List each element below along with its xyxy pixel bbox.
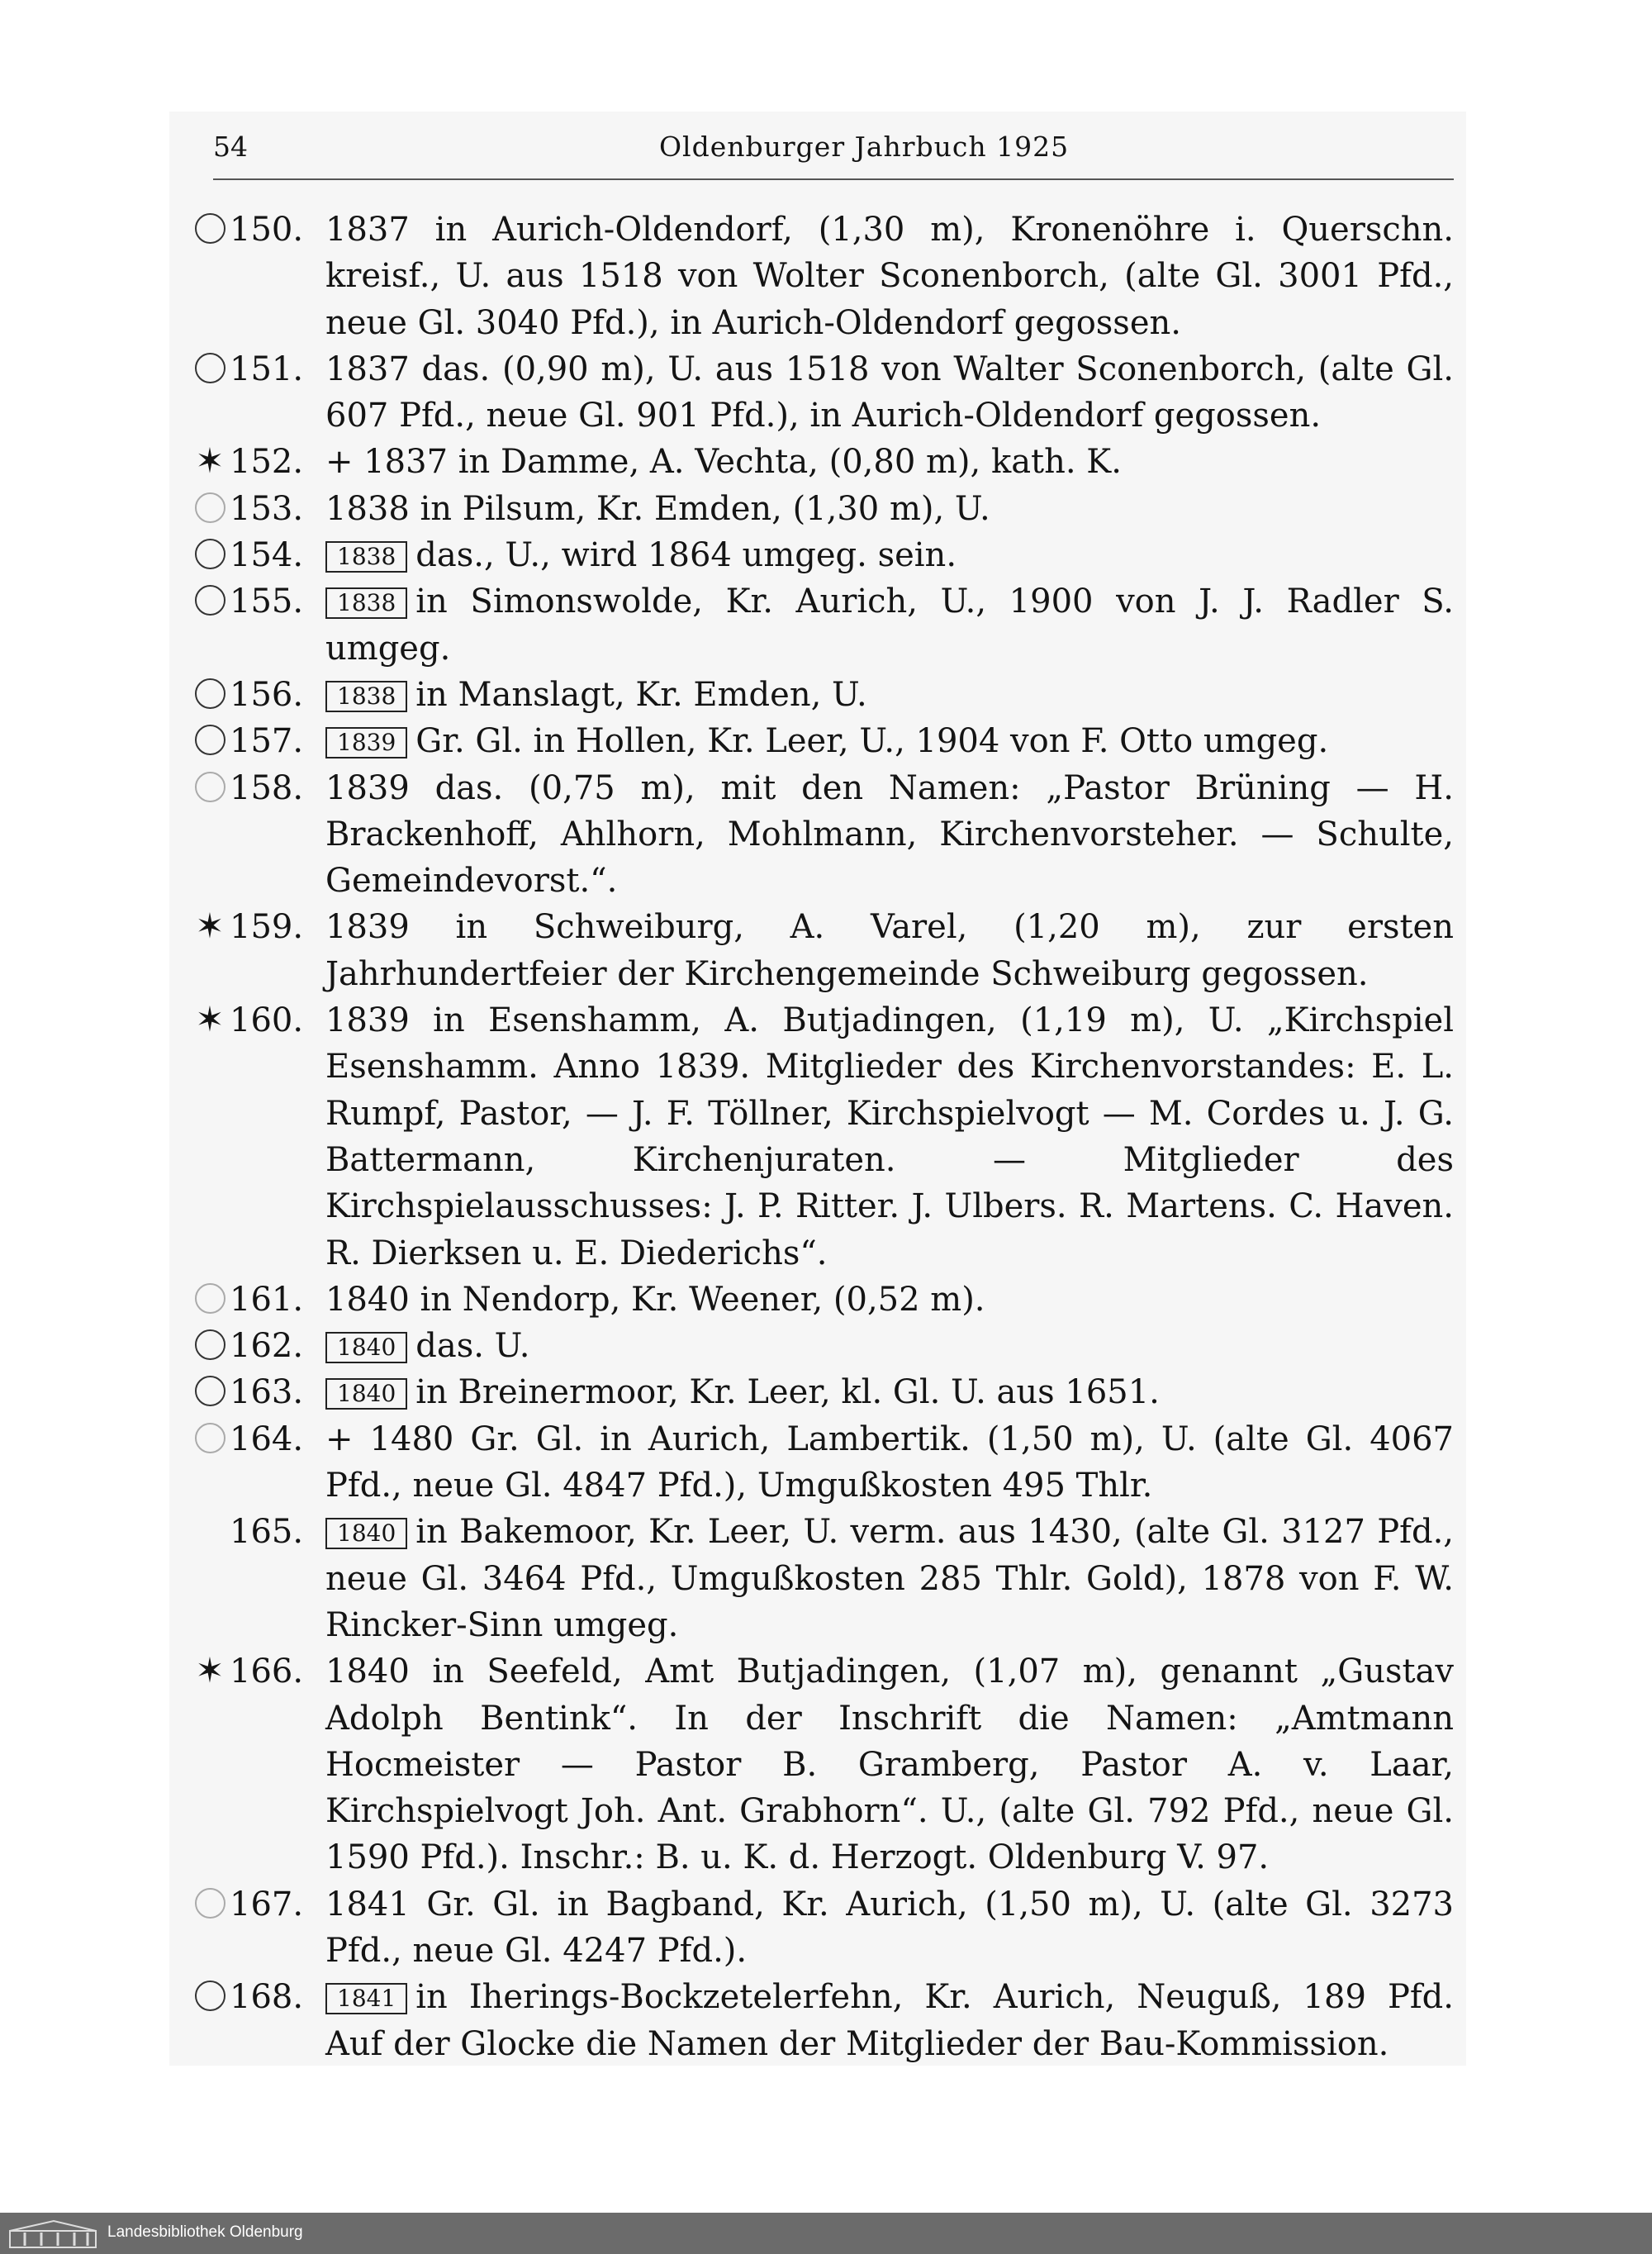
star-icon bbox=[190, 1002, 230, 1037]
circle-icon bbox=[190, 1376, 230, 1408]
entry-152 bbox=[190, 439, 1454, 485]
circle-icon bbox=[190, 772, 230, 804]
year-box: 1838 bbox=[325, 587, 407, 619]
entry-number: 158. bbox=[230, 768, 304, 807]
entry-text: 1839 in Schweiburg, A. Varel, (1,20 m), zur ersten Jahrhundertfeier der Kirchengemeinde Schweiburg gegossen. bbox=[325, 908, 1454, 993]
entry-number: 150. bbox=[230, 211, 304, 249]
entry-159 bbox=[190, 904, 1454, 997]
entry-text: 1838 in Pilsum, Kr. Emden, (1,30 m), U. bbox=[325, 489, 990, 528]
entry-number: 163. bbox=[230, 1373, 304, 1412]
entry-number: 152. bbox=[230, 443, 304, 482]
year-box: 1838 bbox=[325, 541, 407, 573]
entry-number: 157. bbox=[230, 722, 304, 761]
entry-number: 166. bbox=[230, 1652, 304, 1691]
entry-text: + 1837 in Damme, A. Vechta, (0,80 m), kath. K. bbox=[325, 443, 1122, 482]
circle-icon bbox=[190, 1981, 230, 2013]
entry-text: + 1480 Gr. Gl. in Aurich, Lambertik. (1,50 m), U. (alte Gl. 4067 Pfd., neue Gl. 4847 Pfd.), Umgußkosten 495 Thlr. bbox=[325, 1419, 1454, 1505]
entry-text: 1841 Gr. Gl. in Bagband, Kr. Aurich, (1,50 m), U. (alte Gl. 3273 Pfd., neue Gl. 4247 Pfd.). bbox=[325, 1885, 1454, 1970]
entry-text: 1839 in Esenshamm, A. Butjadingen, (1,19 m), U. „Kirchspiel Esenshamm. Anno 1839. Mitglieder des Kirchenvorstandes: E. L. Rumpf, Pastor, — J. F. Töllner, Kirchspielvogt — M. Cordes u. J. G. Battermann, Kirchenjuraten. — Mitglieder des Kirchspielausschusses: J. P. Ritter. J. Ulbers. R. Martens. C. Haven. R. Dierksen u. E. Diederichs“. bbox=[325, 1001, 1454, 1272]
entry-number: 160. bbox=[230, 1001, 304, 1040]
circle-icon bbox=[190, 353, 230, 385]
entry-text: in Simonswolde, Kr. Aurich, U., 1900 von J. J. Radler S. umgeg. bbox=[325, 583, 1454, 668]
entry-number: 159. bbox=[230, 908, 304, 947]
circle-icon bbox=[190, 1423, 230, 1455]
circle-icon bbox=[190, 1283, 230, 1315]
entry-number: 155. bbox=[230, 583, 304, 621]
entry-number: 164. bbox=[230, 1419, 304, 1458]
circle-icon bbox=[190, 492, 230, 525]
year-box: 1840 bbox=[325, 1332, 407, 1363]
entry-text: 1840 in Seefeld, Amt Butjadingen, (1,07 m), genannt „Gustav Adolph Bentink“. In der Inschrift die Namen: „Amtmann Hocmeister — Pastor B. Gramberg, Pastor A. v. Laar, Kirchspielvogt Joh. Ant. Grabhorn“. U., (alte Gl. 792 Pfd., neue Gl. 1590 Pfd.). Inschr.: B. u. K. d. Herzogt. Oldenburg V. 97. bbox=[325, 1652, 1454, 1877]
entry-156 bbox=[190, 672, 1454, 718]
page-number: 54 bbox=[213, 131, 248, 163]
library-building-icon bbox=[8, 2219, 99, 2249]
entry-157 bbox=[190, 718, 1454, 764]
entry-text: in Breinermoor, Kr. Leer, kl. Gl. U. aus 1651. bbox=[415, 1373, 1160, 1412]
entry-number: 161. bbox=[230, 1280, 304, 1319]
entry-167 bbox=[190, 1881, 1454, 1975]
entry-text: 1837 in Aurich-Oldendorf, (1,30 m), Kronenöhre i. Querschn. kreisf., U. aus 1518 von Wolter Sconenborch, (alte Gl. 3001 Pfd., neue Gl. 3040 Pfd.), in Aurich-Oldendorf gegossen. bbox=[325, 211, 1454, 342]
entry-154 bbox=[190, 532, 1454, 578]
entry-text: in Iherings-Bockzetelerfehn, Kr. Aurich, Neuguß, 189 Pfd. Auf der Glocke die Namen der Mitglieder der Bau-Kommission. bbox=[325, 1978, 1454, 2063]
circle-icon bbox=[190, 678, 230, 711]
entry-number: 165. bbox=[230, 1513, 304, 1552]
entry-150 bbox=[190, 207, 1454, 346]
circle-icon bbox=[190, 725, 230, 757]
entry-number: 168. bbox=[230, 1978, 304, 2017]
library-footer bbox=[0, 2213, 1652, 2254]
entry-text: in Bakemoor, Kr. Leer, U. verm. aus 1430, (alte Gl. 3127 Pfd., neue Gl. 3464 Pfd., Umgußkosten 285 Thlr. Gold), 1878 von F. W. Rincker-Sinn umgeg. bbox=[325, 1513, 1454, 1644]
entry-166 bbox=[190, 1648, 1454, 1881]
entry-text: Gr. Gl. in Hollen, Kr. Leer, U., 1904 von F. Otto umgeg. bbox=[415, 722, 1329, 761]
entry-number: 167. bbox=[230, 1885, 304, 1924]
circle-icon bbox=[190, 585, 230, 617]
entry-number: 154. bbox=[230, 536, 304, 575]
entry-153 bbox=[190, 486, 1454, 532]
entry-155 bbox=[190, 578, 1454, 672]
entry-text: in Manslagt, Kr. Emden, U. bbox=[415, 675, 867, 714]
entry-text: 1840 in Nendorp, Kr. Weener, (0,52 m). bbox=[325, 1280, 985, 1319]
entry-168 bbox=[190, 1974, 1454, 2067]
entry-164 bbox=[190, 1416, 1454, 1510]
library-label: Landesbibliothek Oldenburg bbox=[107, 2223, 303, 2241]
entry-text: das. U. bbox=[415, 1327, 530, 1366]
entry-165 bbox=[190, 1509, 1454, 1648]
entry-text: das., U., wird 1864 umgeg. sein. bbox=[415, 536, 957, 575]
star-icon bbox=[190, 909, 230, 944]
entry-160 bbox=[190, 997, 1454, 1277]
entry-161 bbox=[190, 1277, 1454, 1323]
circle-icon bbox=[190, 539, 230, 571]
entry-number: 162. bbox=[230, 1327, 304, 1366]
year-box: 1839 bbox=[325, 727, 407, 758]
entry-number: 156. bbox=[230, 675, 304, 714]
star-icon bbox=[190, 444, 230, 478]
star-icon bbox=[190, 1653, 230, 1688]
entry-163 bbox=[190, 1369, 1454, 1415]
entry-text: 1839 das. (0,75 m), mit den Namen: „Pastor Brüning — H. Brackenhoff, Ahlhorn, Mohlmann, Kirchenvorsteher. — Schulte, Gemeindevorst.“. bbox=[325, 768, 1454, 901]
year-box: 1840 bbox=[325, 1378, 407, 1410]
year-box: 1841 bbox=[325, 1983, 407, 2014]
entry-158 bbox=[190, 765, 1454, 905]
circle-icon bbox=[190, 1888, 230, 1920]
running-header bbox=[213, 131, 1452, 177]
circle-icon bbox=[190, 213, 230, 245]
entry-number: 151. bbox=[230, 350, 304, 388]
running-title: Oldenburger Jahrbuch 1925 bbox=[659, 131, 1070, 163]
entry-162 bbox=[190, 1323, 1454, 1369]
entry-number: 153. bbox=[230, 489, 304, 528]
bell-entry-list bbox=[190, 207, 1454, 2067]
entry-151 bbox=[190, 346, 1454, 440]
year-box: 1840 bbox=[325, 1518, 407, 1549]
year-box: 1838 bbox=[325, 681, 407, 712]
header-rule bbox=[213, 178, 1454, 180]
circle-icon bbox=[190, 1329, 230, 1362]
entry-text: 1837 das. (0,90 m), U. aus 1518 von Walter Sconenborch, (alte Gl. 607 Pfd., neue Gl. 901 Pfd.), in Aurich-Oldendorf gegossen. bbox=[325, 350, 1454, 435]
